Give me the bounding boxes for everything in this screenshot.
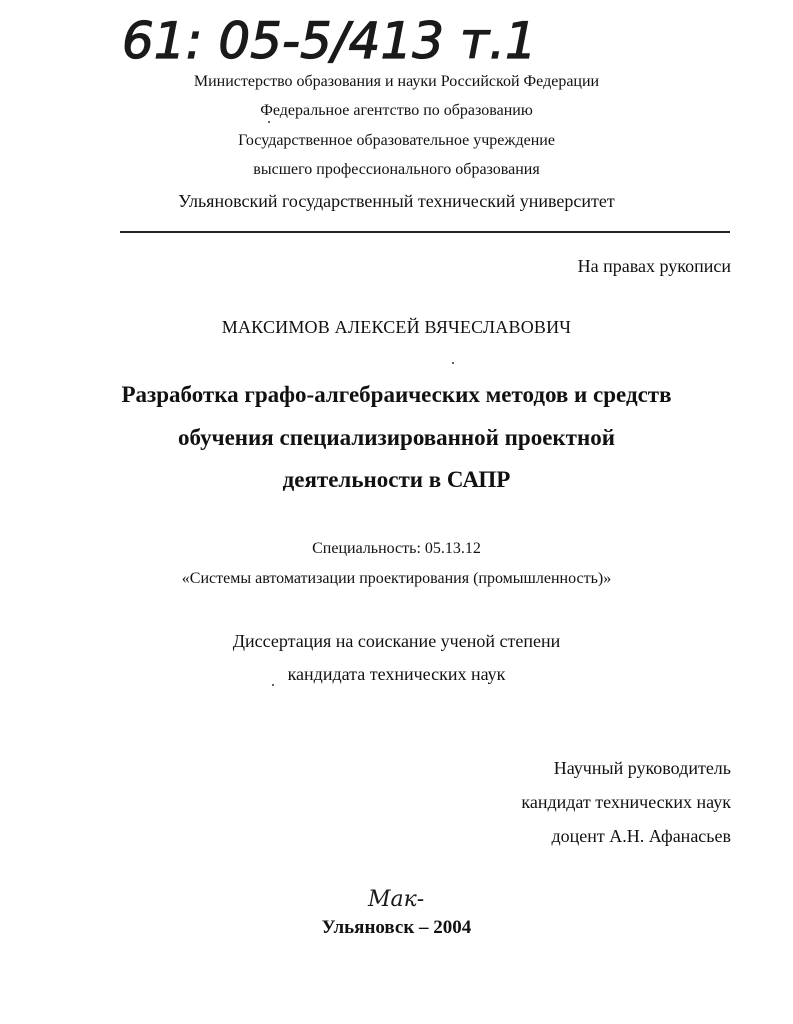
dissertation-line-1: Диссертация на соискание ученой степени <box>232 631 561 651</box>
header-institution-type: Государственное образовательное учреждение <box>238 132 555 149</box>
title-line-3: деятельности в САПР <box>282 467 511 492</box>
scan-speck <box>268 121 270 123</box>
supervisor-degree: кандидат технических наук <box>521 792 731 812</box>
header-divider <box>120 231 730 233</box>
supervisor-name: доцент А.Н. Афанасьев <box>551 826 731 846</box>
header-agency: Федеральное агентство по образованию <box>260 102 533 119</box>
specialty-name: «Системы автоматизации проектирования (промышленность)» <box>181 570 612 587</box>
rights-note: На правах рукописи <box>577 256 731 276</box>
handwritten-archive-code <box>120 0 600 75</box>
dissertation-line-2: кандидата технических наук <box>287 664 506 684</box>
header-university: Ульяновский государственный технический университет <box>178 191 615 211</box>
header-education-level: высшего профессионального образования <box>253 161 540 178</box>
specialty-code: Специальность: 05.13.12 <box>312 540 481 557</box>
title-line-1: Разработка графо-алгебраических методов и средств <box>121 382 672 407</box>
author-name: МАКСИМОВ АЛЕКСЕЙ ВЯЧЕСЛАВОВИЧ <box>221 317 572 337</box>
handwritten-code-text: 61: 05-5/413 т.1 <box>122 12 537 70</box>
scan-speck <box>272 684 274 686</box>
title-line-2: обучения специализированной проектной <box>178 425 615 450</box>
scan-speck <box>452 362 454 364</box>
city-year: Ульяновск – 2004 <box>321 917 472 938</box>
supervisor-title: Научный руководитель <box>553 758 731 778</box>
header-ministry: Министерство образования и науки Российской Федерации <box>193 73 600 90</box>
signature-text: Мак- <box>368 887 425 912</box>
handwritten-signature <box>360 880 460 920</box>
